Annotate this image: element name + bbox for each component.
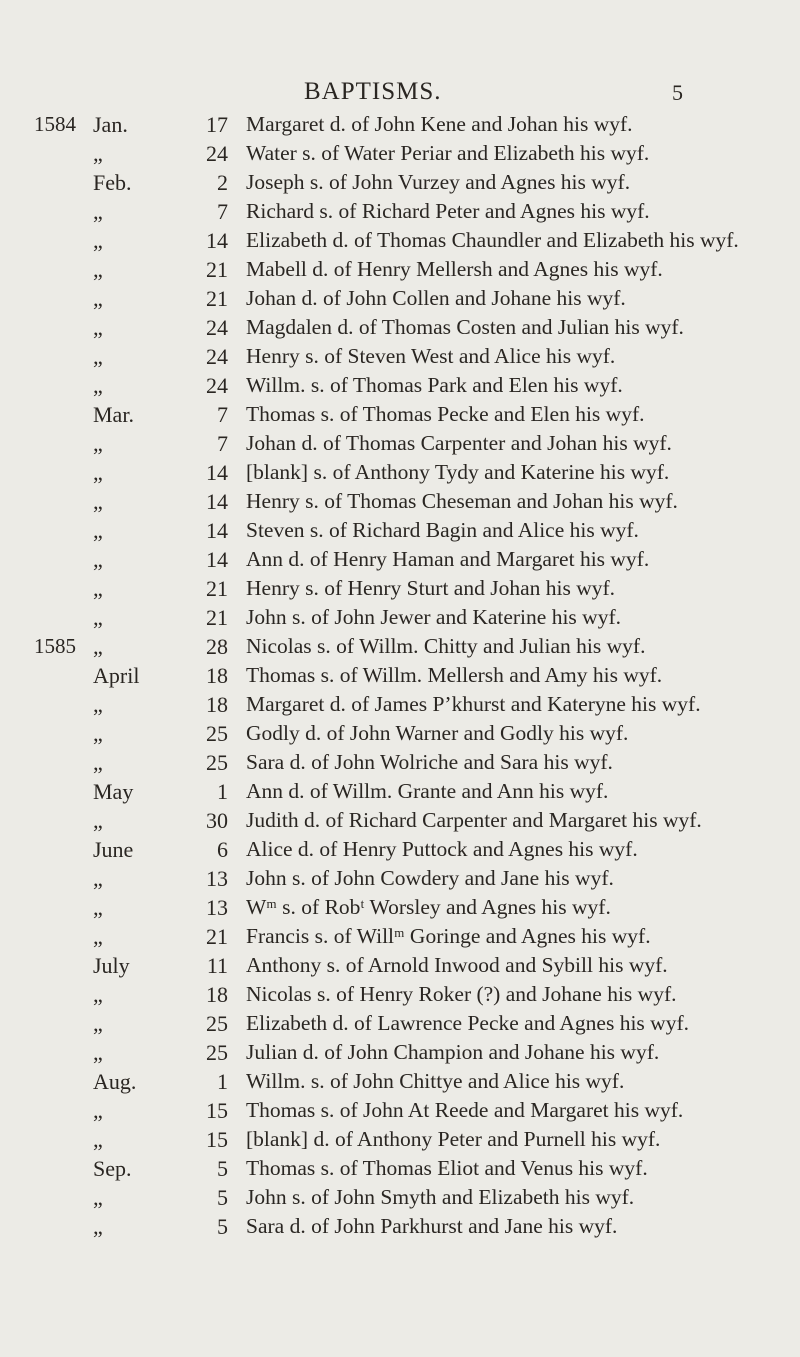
register-entry xyxy=(0,371,800,400)
entry-text: Nicolas s. of Henry Roker (?) and Johane his wyf. xyxy=(246,982,677,1006)
entry-text: Richard s. of Richard Peter and Agnes his wyf. xyxy=(246,199,650,223)
entry-text: John s. of John Cowdery and Jane his wyf. xyxy=(246,866,614,890)
register-entry xyxy=(0,864,800,893)
entry-day: 24 xyxy=(206,141,228,166)
entry-day: 25 xyxy=(206,1040,228,1065)
entry-text: Willm. s. of Thomas Park and Elen his wyf. xyxy=(246,373,623,397)
entry-day: 18 xyxy=(206,692,228,717)
register-entry xyxy=(0,1154,800,1183)
entry-day: 21 xyxy=(206,286,228,311)
entry-month: Sep. xyxy=(93,1156,132,1181)
entry-month: „ xyxy=(93,518,103,543)
entry-text: Henry s. of Steven West and Alice his wyf. xyxy=(246,344,616,368)
register-entry xyxy=(0,806,800,835)
entry-text: Elizabeth d. of Lawrence Pecke and Agnes his wyf. xyxy=(246,1011,689,1035)
entry-text: [blank] s. of Anthony Tydy and Katerine his wyf. xyxy=(246,460,670,484)
entry-text: Godly d. of John Warner and Godly his wyf. xyxy=(246,721,629,745)
entry-text: [blank] d. of Anthony Peter and Purnell his wyf. xyxy=(246,1127,661,1151)
register-entry xyxy=(0,603,800,632)
entry-text: Johan d. of John Collen and Johane his wyf. xyxy=(246,286,626,310)
register-entry xyxy=(0,226,800,255)
register-entry xyxy=(0,197,800,226)
entry-day: 14 xyxy=(206,228,228,253)
entry-text: Julian d. of John Champion and Johane his wyf. xyxy=(246,1040,660,1064)
entry-text: Henry s. of Henry Sturt and Johan his wyf. xyxy=(246,576,616,600)
entry-month: „ xyxy=(93,431,103,456)
entry-text: Anthony s. of Arnold Inwood and Sybill his wyf. xyxy=(246,953,668,977)
entry-text: Wᵐ s. of Robᵗ Worsley and Agnes his wyf. xyxy=(246,895,611,919)
entry-text: Thomas s. of John At Reede and Margaret his wyf. xyxy=(246,1098,684,1122)
entry-month: „ xyxy=(93,982,103,1007)
entry-day: 7 xyxy=(217,431,228,456)
entry-text: Sara d. of John Wolriche and Sara his wyf. xyxy=(246,750,613,774)
register-entry xyxy=(0,893,800,922)
entry-day: 14 xyxy=(206,489,228,514)
entry-day: 24 xyxy=(206,373,228,398)
register-entry xyxy=(0,748,800,777)
entry-text: Magdalen d. of Thomas Costen and Julian his wyf. xyxy=(246,315,684,339)
register-entry xyxy=(0,1183,800,1212)
entry-day: 15 xyxy=(206,1098,228,1123)
entry-day: 14 xyxy=(206,460,228,485)
register-entry xyxy=(0,458,800,487)
entry-text: Thomas s. of Thomas Pecke and Elen his wyf. xyxy=(246,402,645,426)
entry-day: 13 xyxy=(206,895,228,920)
entry-month: „ xyxy=(93,228,103,253)
entry-day: 2 xyxy=(217,170,228,195)
register-entry xyxy=(0,545,800,574)
entry-day: 24 xyxy=(206,344,228,369)
register-entry xyxy=(0,139,800,168)
entry-day: 7 xyxy=(217,199,228,224)
register-entry xyxy=(0,313,800,342)
entry-text: Willm. s. of John Chittye and Alice his wyf. xyxy=(246,1069,625,1093)
register-entry xyxy=(0,661,800,690)
entry-text: Thomas s. of Thomas Eliot and Venus his wyf. xyxy=(246,1156,648,1180)
register-entry xyxy=(0,1125,800,1154)
register-entry xyxy=(0,777,800,806)
entry-month: „ xyxy=(93,1185,103,1210)
entry-day: 15 xyxy=(206,1127,228,1152)
register-entry xyxy=(0,980,800,1009)
entry-month: „ xyxy=(93,257,103,282)
entry-month: „ xyxy=(93,315,103,340)
register-entry xyxy=(0,255,800,284)
entry-month: „ xyxy=(93,634,103,659)
entry-day: 14 xyxy=(206,518,228,543)
entry-day: 14 xyxy=(206,547,228,572)
register-entry xyxy=(0,1038,800,1067)
entry-day: 5 xyxy=(217,1185,228,1210)
entry-month: „ xyxy=(93,866,103,891)
register-entry xyxy=(0,516,800,545)
entry-day: 30 xyxy=(206,808,228,833)
entry-day: 25 xyxy=(206,721,228,746)
register-entry xyxy=(0,284,800,313)
entry-month: „ xyxy=(93,692,103,717)
entry-text: Francis s. of Willᵐ Goringe and Agnes his wyf. xyxy=(246,924,651,948)
entry-text: Nicolas s. of Willm. Chitty and Julian his wyf. xyxy=(246,634,646,658)
entry-text: Margaret d. of John Kene and Johan his wyf. xyxy=(246,112,633,136)
entry-day: 13 xyxy=(206,866,228,891)
entry-month: „ xyxy=(93,460,103,485)
entry-month: „ xyxy=(93,489,103,514)
entry-text: Joseph s. of John Vurzey and Agnes his wyf. xyxy=(246,170,631,194)
entry-month: July xyxy=(93,953,130,978)
entry-month: „ xyxy=(93,1127,103,1152)
entry-day: 21 xyxy=(206,924,228,949)
page-title: BAPTISMS. xyxy=(304,78,442,105)
entry-month: „ xyxy=(93,924,103,949)
entry-year: 1584 xyxy=(34,112,76,136)
register-entry xyxy=(0,400,800,429)
entry-month: June xyxy=(93,837,134,862)
entry-day: 1 xyxy=(217,779,228,804)
register-entry xyxy=(0,429,800,458)
entry-month: „ xyxy=(93,1040,103,1065)
register-entry xyxy=(0,1009,800,1038)
entry-month: May xyxy=(93,779,134,804)
entry-text: Sara d. of John Parkhurst and Jane his wyf. xyxy=(246,1214,618,1238)
entry-text: Water s. of Water Periar and Elizabeth his wyf. xyxy=(246,141,650,165)
entry-month: „ xyxy=(93,576,103,601)
page-number: 5 xyxy=(672,80,683,105)
entry-month: April xyxy=(93,663,140,688)
register-entry xyxy=(0,690,800,719)
register-entry xyxy=(0,487,800,516)
entry-day: 28 xyxy=(206,634,228,659)
entry-text: Margaret d. of James P’khurst and Kateryne his wyf. xyxy=(246,692,701,716)
entry-month: „ xyxy=(93,750,103,775)
register-entry xyxy=(0,719,800,748)
entry-day: 21 xyxy=(206,576,228,601)
entry-text: Judith d. of Richard Carpenter and Margaret his wyf. xyxy=(246,808,702,832)
entry-month: Feb. xyxy=(93,170,132,195)
entry-month: „ xyxy=(93,808,103,833)
register-entry xyxy=(0,922,800,951)
entry-month: „ xyxy=(93,547,103,572)
entry-month: „ xyxy=(93,344,103,369)
entry-month: „ xyxy=(93,286,103,311)
entry-day: 11 xyxy=(206,953,228,978)
entry-month: „ xyxy=(93,895,103,920)
entry-day: 24 xyxy=(206,315,228,340)
entry-day: 7 xyxy=(217,402,228,427)
entry-text: Mabell d. of Henry Mellersh and Agnes his wyf. xyxy=(246,257,663,281)
register-entry xyxy=(0,110,800,139)
entry-year: 1585 xyxy=(34,634,76,658)
entry-day: 17 xyxy=(206,112,228,137)
register-entry xyxy=(0,835,800,864)
entry-text: Henry s. of Thomas Cheseman and Johan his wyf. xyxy=(246,489,678,513)
entry-month: „ xyxy=(93,373,103,398)
entry-month: „ xyxy=(93,1011,103,1036)
entry-day: 18 xyxy=(206,982,228,1007)
entry-text: John s. of John Smyth and Elizabeth his wyf. xyxy=(246,1185,635,1209)
entry-day: 1 xyxy=(217,1069,228,1094)
entry-day: 25 xyxy=(206,1011,228,1036)
entry-month: „ xyxy=(93,141,103,166)
register-entry xyxy=(0,951,800,980)
register-entry xyxy=(0,1067,800,1096)
entry-month: Mar. xyxy=(93,402,134,427)
entry-month: Jan. xyxy=(93,112,128,137)
entry-day: 21 xyxy=(206,605,228,630)
entry-day: 5 xyxy=(217,1214,228,1239)
entry-month: „ xyxy=(93,721,103,746)
entry-month: „ xyxy=(93,1214,103,1239)
entry-month: Aug. xyxy=(93,1069,137,1094)
register-entry xyxy=(0,1212,800,1241)
entry-text: Elizabeth d. of Thomas Chaundler and Elizabeth his wyf. xyxy=(246,228,739,252)
entry-text: Thomas s. of Willm. Mellersh and Amy his wyf. xyxy=(246,663,663,687)
entry-text: Alice d. of Henry Puttock and Agnes his wyf. xyxy=(246,837,638,861)
entry-day: 5 xyxy=(217,1156,228,1181)
entry-month: „ xyxy=(93,1098,103,1123)
register-entry xyxy=(0,168,800,197)
register-entry xyxy=(0,342,800,371)
register-entry xyxy=(0,632,800,661)
entry-month: „ xyxy=(93,605,103,630)
entry-day: 6 xyxy=(217,837,228,862)
register-entry xyxy=(0,1096,800,1125)
entry-text: Steven s. of Richard Bagin and Alice his wyf. xyxy=(246,518,639,542)
register-entry xyxy=(0,574,800,603)
entry-text: Ann d. of Willm. Grante and Ann his wyf. xyxy=(246,779,609,803)
entry-text: Johan d. of Thomas Carpenter and Johan his wyf. xyxy=(246,431,672,455)
entry-text: John s. of John Jewer and Katerine his wyf. xyxy=(246,605,621,629)
entry-text: Ann d. of Henry Haman and Margaret his wyf. xyxy=(246,547,650,571)
entry-day: 21 xyxy=(206,257,228,282)
baptism-register xyxy=(0,110,800,1241)
entry-month: „ xyxy=(93,199,103,224)
entry-day: 25 xyxy=(206,750,228,775)
entry-day: 18 xyxy=(206,663,228,688)
